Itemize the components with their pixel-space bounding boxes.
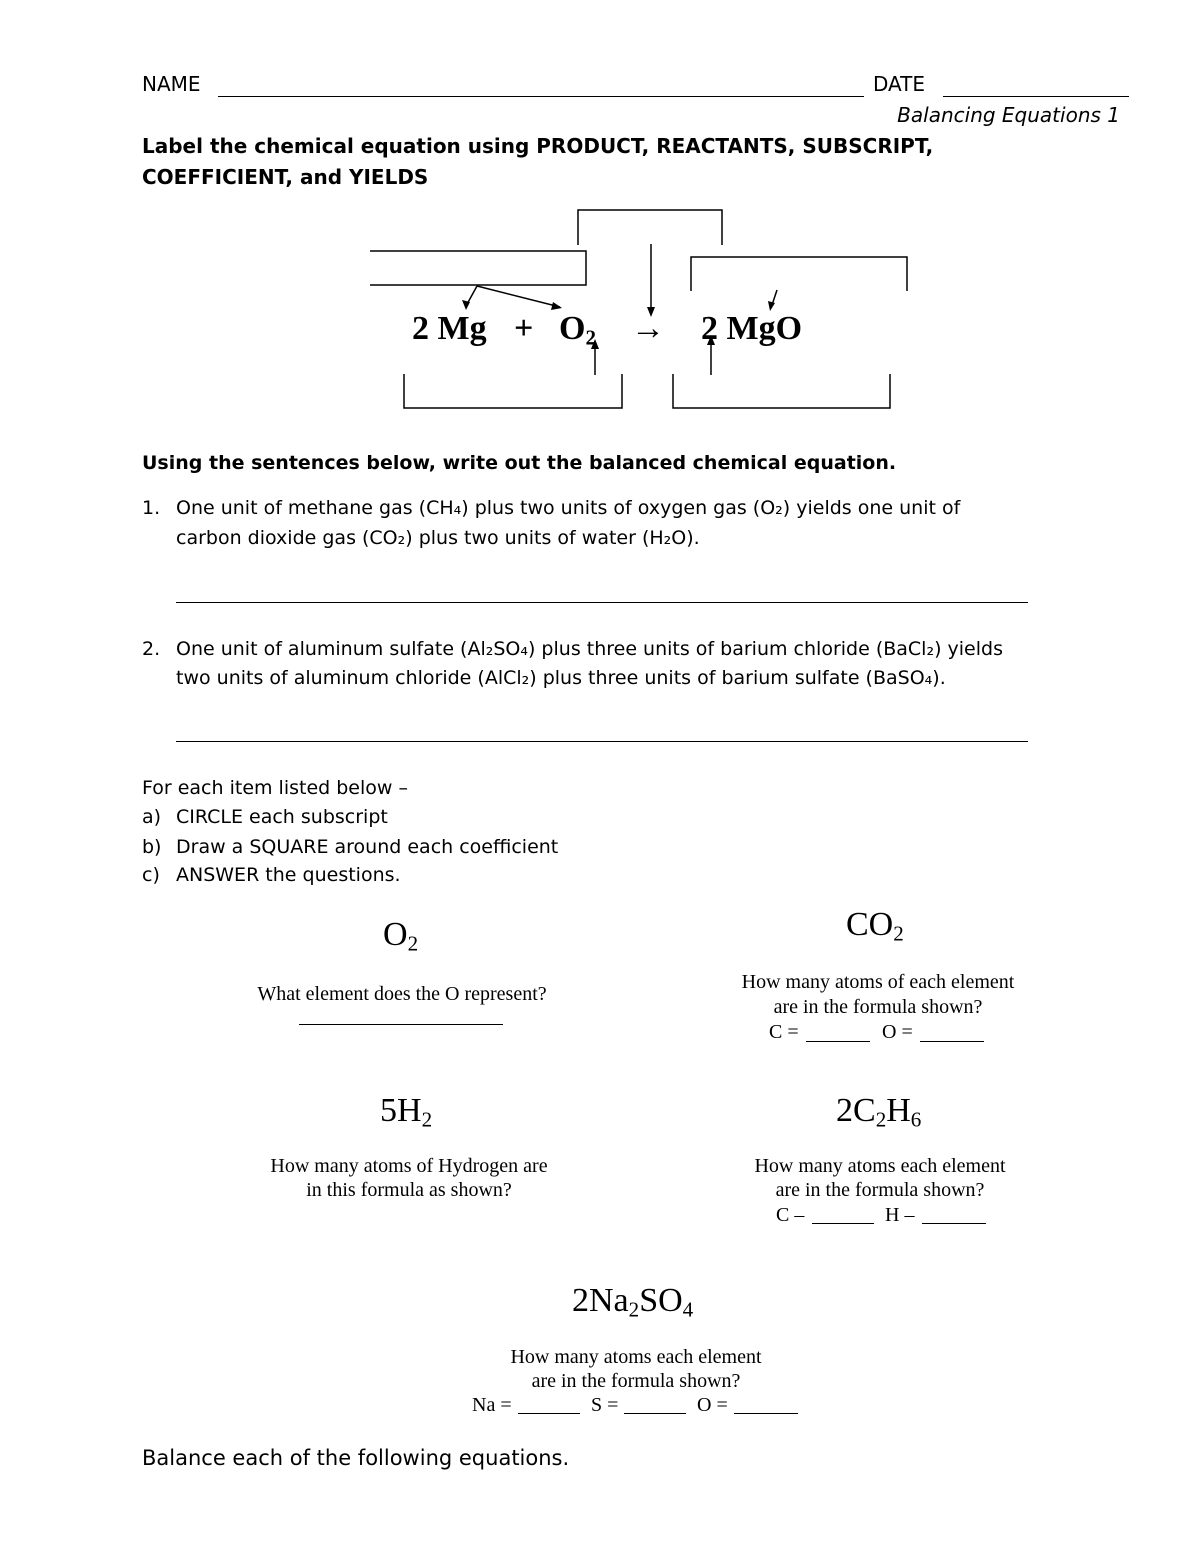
step-c-letter: c) (142, 864, 160, 886)
label-instruction-line1: Label the chemical equation using PRODUCT, REACTANTS, SUBSCRIPT, (142, 134, 934, 158)
na2so4-s-label: S = (591, 1394, 619, 1416)
oxygen-formula: $O_2$ (559, 310, 596, 350)
c2h6-h-label: H – (885, 1204, 915, 1226)
c2h6-question-line1: How many atoms each element (754, 1155, 1006, 1177)
co2-question-line1: How many atoms of each element (741, 971, 1015, 993)
na2so4-na-label: Na = (472, 1394, 512, 1416)
c2h6-question-line2: are in the formula shown? (775, 1179, 985, 1201)
coef-mgo: 2 (701, 310, 718, 347)
element-mgo: MgO (726, 310, 803, 347)
formula-o2: $O_2$ (383, 916, 419, 956)
item-2-line2: two units of aluminum chloride (AlCl₂) plus three units of barium sulfate (BaSO₄). (176, 667, 946, 689)
items-intro: For each item listed below – (142, 777, 408, 799)
formula-2na2so4: $2Na_2SO_4$ (572, 1282, 694, 1322)
c2h6-c-label: C – (776, 1204, 805, 1226)
element-mg: Mg (437, 310, 487, 347)
o2-question: What element does the O represent? (257, 983, 547, 1005)
h2-question-line2: in this formula as shown? (306, 1179, 512, 1201)
step-a-text: CIRCLE each subscript (176, 806, 388, 828)
product-mgo (701, 310, 802, 348)
item-2-answer-line[interactable] (176, 741, 1028, 742)
co2-o-label: O = (882, 1021, 913, 1043)
na2so4-o-label: O = (697, 1394, 728, 1416)
h2-question-line1: How many atoms of Hydrogen are (270, 1155, 548, 1177)
na2so4-question-line1: How many atoms each element (510, 1346, 762, 1368)
item-2-number: 2. (142, 638, 161, 660)
c2h6-h-answer[interactable] (922, 1223, 986, 1224)
na2so4-s-answer[interactable] (624, 1413, 686, 1414)
o2-answer-line[interactable] (299, 1024, 503, 1025)
formula-co2: $CO_2$ (846, 906, 904, 946)
yields-label-box (578, 210, 722, 245)
product-top-label-box (691, 257, 907, 291)
arrow-to-subscript (477, 286, 560, 307)
left-label-box (370, 251, 586, 285)
co2-c-answer[interactable] (806, 1041, 870, 1042)
c2h6-c-answer[interactable] (812, 1223, 874, 1224)
na2so4-o-answer[interactable] (734, 1413, 798, 1414)
item-2-line1: One unit of aluminum sulfate (Al₂SO₄) plus three units of barium chloride (BaCl₂) yields (176, 638, 1003, 660)
balance-instruction: Balance each of the following equations. (142, 1446, 570, 1470)
co2-c-label: C = (769, 1021, 799, 1043)
coef-mg: 2 (412, 310, 429, 347)
co2-question-line2: are in the formula shown? (773, 996, 983, 1018)
product-bottom-label-box (673, 374, 890, 408)
formula-5h2: $5H_2$ (380, 1092, 433, 1132)
item-1-line2: carbon dioxide gas (CO₂) plus two units of water (H₂O). (176, 527, 700, 549)
step-b-letter: b) (142, 836, 162, 858)
step-c-text: ANSWER the questions. (176, 864, 401, 886)
yields-arrow: → (631, 310, 665, 347)
co2-o-answer[interactable] (920, 1041, 984, 1042)
na2so4-na-answer[interactable] (518, 1413, 580, 1414)
worksheet-title: Balancing Equations 1 (897, 103, 1120, 127)
formula-2c2h6: $2C_2H_6$ (836, 1092, 922, 1132)
date-label: DATE (873, 72, 926, 96)
step-b-text: Draw a SQUARE around each coefficient (176, 836, 559, 858)
step-a-letter: a) (142, 806, 162, 828)
sentences-instruction: Using the sentences below, write out the balanced chemical equation. (142, 452, 897, 474)
na2so4-question-line2: are in the formula shown? (531, 1370, 741, 1392)
plus-sign: + (514, 310, 534, 347)
chemical-equation (412, 310, 487, 348)
item-1-line1: One unit of methane gas (CH₄) plus two units of oxygen gas (O₂) yields one unit of (176, 497, 961, 519)
item-1-number: 1. (142, 497, 161, 519)
reactants-label-box (404, 374, 622, 408)
equation-label-diagram (0, 0, 1200, 420)
item-1-answer-line[interactable] (176, 602, 1028, 603)
label-instruction-line2: COEFFICIENT, and YIELDS (142, 165, 429, 189)
name-label: NAME (142, 72, 201, 96)
